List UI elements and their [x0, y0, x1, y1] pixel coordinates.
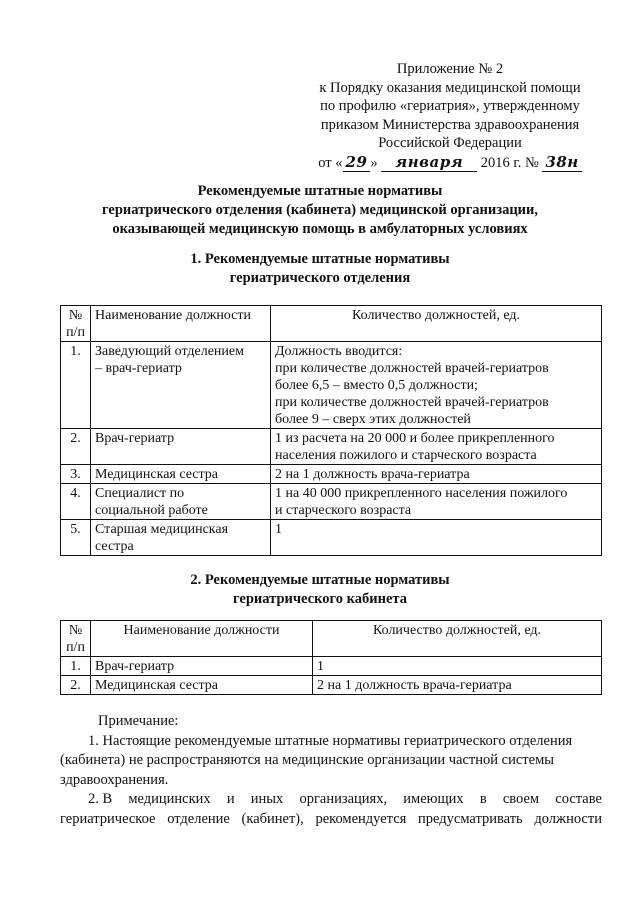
- row-count: 1: [313, 657, 602, 676]
- order-date-line: [300, 153, 600, 173]
- header-num: № п/п: [61, 621, 91, 657]
- note-word: медицинских: [128, 791, 211, 807]
- row-num: 1.: [61, 342, 91, 429]
- note-word: и: [226, 791, 235, 807]
- note-word: рекомендуется: [315, 810, 407, 827]
- handwritten-month: января: [381, 153, 477, 172]
- table-row: [61, 484, 602, 520]
- header-position: Наименование должности: [91, 306, 271, 342]
- note-word: (кабинет),: [241, 810, 304, 827]
- note-2-line: [60, 810, 602, 830]
- note-word: должности: [534, 810, 602, 827]
- section-1-heading: [140, 250, 500, 288]
- table-row: [61, 520, 602, 556]
- section-heading-line: гериатрического отделения: [229, 270, 411, 286]
- table-row: [61, 342, 602, 429]
- header-count: Количество должностей, ед.: [271, 306, 602, 342]
- note-word: отделение: [167, 810, 230, 827]
- row-count: 1 из расчета на 20 000 и более прикрепленного населения пожилого и старческого возраста: [271, 429, 602, 465]
- annex-line: Российской Федерации: [378, 135, 522, 151]
- note-word: имеющих: [403, 791, 464, 807]
- row-position: Медицинская сестра: [91, 676, 313, 695]
- row-count: 2 на 1 должность врача-гериатра: [313, 676, 602, 695]
- note-1-line: (кабинета) не распространяются на медицинские организации частной системы: [60, 752, 554, 768]
- section-heading-line: гериатрического кабинета: [233, 591, 407, 607]
- note-1-line: 1. Настоящие рекомендуемые штатные нормативы гериатрического отделения: [88, 732, 573, 749]
- document-title: [80, 182, 560, 239]
- table-header-row: [61, 621, 602, 657]
- annex-line: по профилю «гериатрия», утвержденному: [320, 98, 580, 114]
- section-heading-line: 2. Рекомендуемые штатные нормативы: [190, 572, 450, 588]
- table-row: [61, 657, 602, 676]
- notes-heading: Примечание:: [98, 713, 179, 729]
- date-prefix: от «: [318, 154, 343, 171]
- staffing-table-department: [60, 305, 602, 556]
- annex-block: [300, 60, 600, 172]
- row-position: Заведующий отделением – врач-гериатр: [91, 342, 271, 429]
- note-word: в: [479, 791, 487, 807]
- title-line: гериатрического отделения (кабинета) медицинской организации,: [101, 202, 539, 218]
- row-position: Врач-гериатр: [91, 429, 271, 465]
- notes-block: [60, 712, 602, 829]
- annex-line: к Порядку оказания медицинской помощи: [319, 79, 581, 96]
- note-2-line: [60, 790, 602, 810]
- note-1-line: здравоохранения.: [60, 771, 169, 788]
- note-word: гериатрическое: [60, 810, 156, 827]
- handwritten-order-number: 38н: [542, 153, 581, 172]
- row-position: Врач-гериатр: [91, 657, 313, 676]
- title-line: оказывающей медицинскую помощь в амбулаторных условиях: [112, 221, 528, 237]
- row-count: 1 на 40 000 прикрепленного населения пожилого и старческого возраста: [271, 484, 602, 520]
- note-word: составе: [555, 791, 602, 807]
- title-line: Рекомендуемые штатные нормативы: [197, 183, 443, 199]
- note-word: организациях,: [299, 791, 388, 807]
- row-position: Старшая медицинская сестра: [91, 520, 271, 556]
- header-num: № п/п: [61, 306, 91, 342]
- section-2-heading: [140, 571, 500, 609]
- table-row: [61, 676, 602, 695]
- section-heading-line: 1. Рекомендуемые штатные нормативы: [190, 251, 450, 267]
- year-text: 2016 г. №: [480, 154, 539, 171]
- table-row: [61, 465, 602, 484]
- row-num: 3.: [61, 465, 91, 484]
- note-word: 2. В: [88, 791, 113, 807]
- row-count: 1: [271, 520, 602, 556]
- table-header-row: [61, 306, 602, 342]
- row-position: Медицинская сестра: [91, 465, 271, 484]
- staffing-table-office: [60, 620, 602, 695]
- row-num: 1.: [61, 657, 91, 676]
- annex-line: приказом Министерства здравоохранения: [320, 116, 580, 133]
- note-word: предусматривать: [418, 810, 523, 827]
- date-mid: »: [370, 154, 378, 171]
- handwritten-day: 29: [343, 153, 371, 172]
- row-num: 2.: [61, 429, 91, 465]
- row-num: 2.: [61, 676, 91, 695]
- row-count: 2 на 1 должность врача-гериатра: [271, 465, 602, 484]
- table-row: [61, 429, 602, 465]
- note-word: иных: [250, 791, 284, 807]
- header-position: Наименование должности: [91, 621, 313, 657]
- note-word: своем: [502, 791, 540, 807]
- row-count: Должность вводится: при количестве должностей врачей-гериатров более 6,5 – вместо 0,5 должности; при количестве должностей врачей-гериатров более 9 – сверх этих должностей: [271, 342, 602, 429]
- row-num: 5.: [61, 520, 91, 556]
- header-count: Количество должностей, ед.: [313, 621, 602, 657]
- row-num: 4.: [61, 484, 91, 520]
- row-position: Специалист по социальной работе: [91, 484, 271, 520]
- annex-number: Приложение № 2: [396, 61, 504, 77]
